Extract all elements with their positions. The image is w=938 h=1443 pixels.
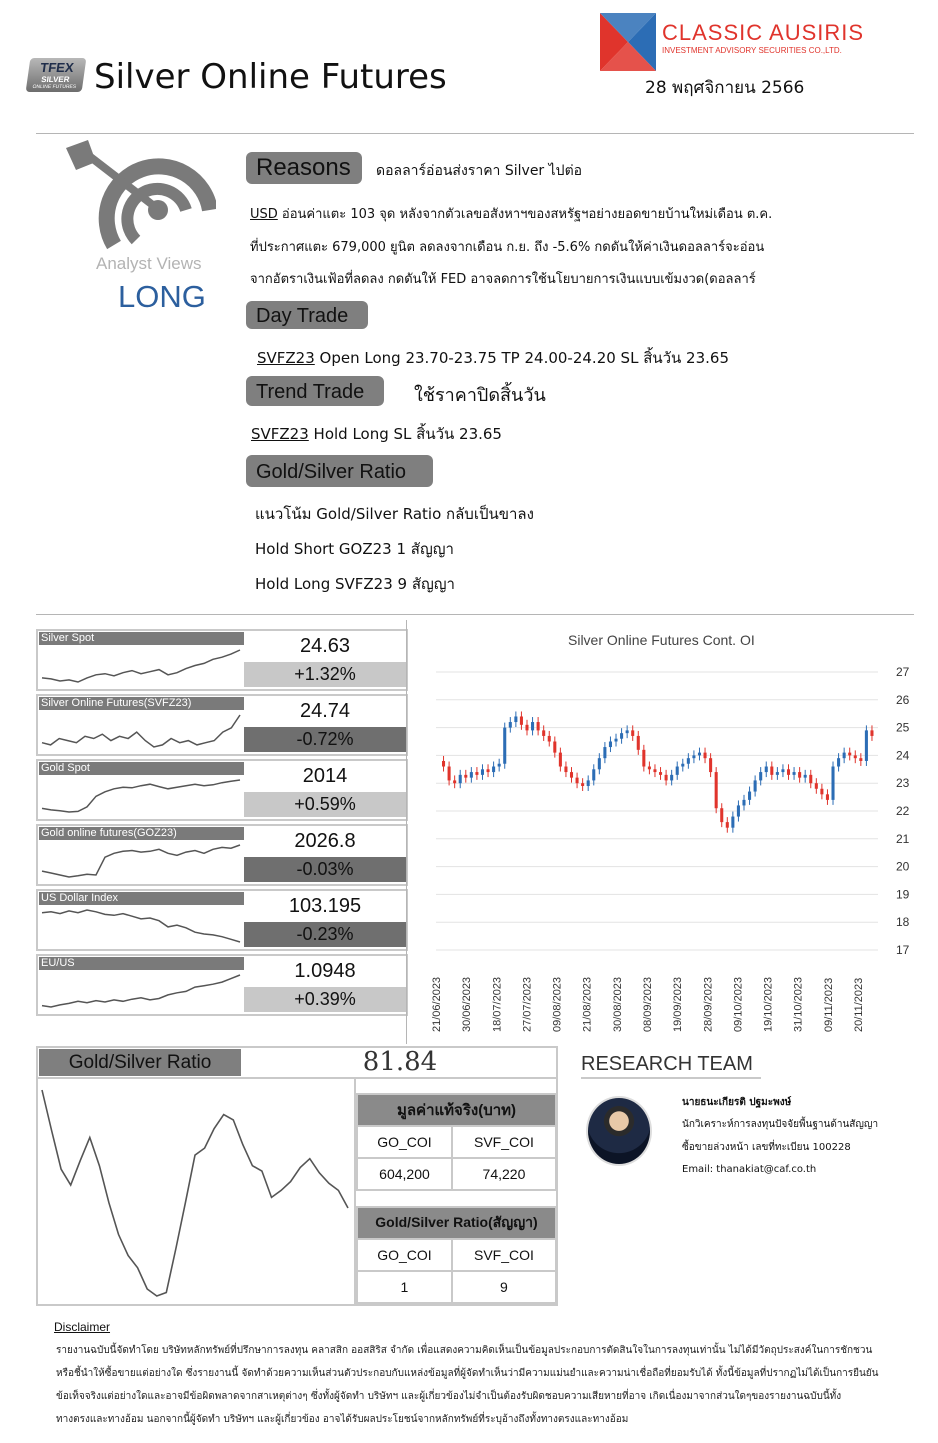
panel-chart-divider: [406, 620, 407, 1044]
candle-body: [659, 772, 662, 775]
y-tick-label: 18: [896, 915, 910, 930]
candle-body: [459, 775, 462, 783]
candle-body: [587, 780, 590, 786]
market-label: Silver Spot: [39, 632, 244, 645]
disclaimer-heading: Disclaimer: [54, 1320, 111, 1334]
ratio-line2: Hold Short GOZ23 1 สัญญา: [255, 540, 454, 558]
analyst-stance: LONG: [118, 279, 206, 314]
x-tick-label: 09/11/2023: [822, 977, 835, 1032]
day-trade-heading: Day Trade: [246, 301, 368, 329]
sparkline-path: [42, 845, 240, 877]
market-change: -0.03%: [244, 857, 406, 882]
candle-body: [681, 764, 684, 767]
fair-value-col-go: GO_COI: [357, 1126, 452, 1158]
sparkline-path: [42, 910, 240, 942]
candle-body: [709, 758, 712, 772]
y-tick-label: 21: [896, 831, 910, 846]
reasons-body-line1: [250, 203, 772, 224]
market-sparkline: [40, 645, 242, 687]
sparkline-path: [42, 975, 240, 1007]
candle-body: [542, 730, 545, 736]
header-divider: [36, 133, 914, 134]
market-value: 24.74: [299, 700, 351, 722]
candle-body: [704, 753, 707, 759]
market-sparkline: [40, 905, 242, 947]
ratio-series-line: [42, 1090, 348, 1296]
trend-trade-symbol[interactable]: SVFZ23: [251, 425, 309, 443]
fair-value-svf: 74,220: [452, 1158, 556, 1190]
candle-body: [793, 772, 796, 775]
fair-value-col-svf: SVF_COI: [452, 1126, 556, 1158]
market-label: EU/US: [39, 957, 244, 970]
ratio-value: 81.84: [362, 1047, 438, 1077]
ratio-line-chart: [40, 1082, 352, 1304]
tfex-logo-line2: SILVER: [40, 75, 71, 84]
candle-body: [609, 742, 612, 748]
tfex-logo-line3: ONLINE FUTURES: [32, 84, 77, 90]
ratio-label: Gold/Silver Ratio: [39, 1049, 241, 1076]
trend-trade-line: [251, 422, 502, 446]
analyst-license: ซื้อขายล่วงหน้า เลขที่ทะเบียน 100228: [682, 1142, 851, 1153]
y-tick-label: 26: [896, 692, 910, 707]
market-change: -0.72%: [244, 727, 406, 752]
candle-body: [798, 772, 801, 778]
analyst-views-label: Analyst Views: [96, 254, 202, 273]
ratio-contracts-col-go: GO_COI: [357, 1239, 452, 1271]
market-panel: [36, 889, 408, 951]
market-sparkline: [40, 710, 242, 752]
candle-body: [726, 822, 729, 828]
sparkline-path: [42, 715, 240, 747]
sparkline-path: [42, 650, 240, 682]
candle-body: [776, 772, 779, 775]
candle-body: [653, 769, 656, 772]
candle-body: [781, 769, 784, 772]
fair-value-table: [356, 1093, 557, 1191]
ratio-contracts-col-svf: SVF_COI: [452, 1239, 556, 1271]
market-panel: [36, 759, 408, 821]
candle-body: [598, 758, 601, 769]
y-tick-label: 24: [896, 748, 910, 763]
oi-candlestick-chart: [410, 650, 915, 1040]
trend-trade-text: Hold Long SL สิ้นวัน 23.65: [308, 425, 502, 443]
market-label: Gold online futures(GOZ23): [39, 827, 244, 840]
day-trade-text: Open Long 23.70-23.75 TP 24.00-24.20 SL สิ้นวัน 23.65: [314, 349, 729, 367]
x-tick-label: 19/09/2023: [672, 976, 685, 1032]
candle-body: [865, 730, 868, 761]
candle-body: [642, 750, 645, 767]
section-divider: [36, 614, 914, 615]
candle-body: [648, 767, 651, 770]
reasons-headline: ดอลลาร์อ่อนส่งราคา Silver ไปต่อ: [376, 163, 583, 179]
ratio-contracts-table: [356, 1206, 557, 1304]
analyst-email[interactable]: Email: thanakiat@caf.co.th: [682, 1164, 817, 1175]
ratio-contracts-heading: Gold/Silver Ratio(สัญญา): [357, 1207, 556, 1239]
candle-body: [592, 769, 595, 780]
page-title: Silver Online Futures: [94, 57, 447, 97]
report-date: 28 พฤศจิกายน 2566: [645, 78, 805, 98]
x-tick-label: 28/09/2023: [702, 976, 715, 1032]
candle-body: [820, 789, 823, 795]
market-label: Gold Spot: [39, 762, 244, 775]
x-tick-label: 31/10/2023: [792, 976, 805, 1032]
reasons-body-line3: จากอัตราเงินเฟ้อที่ลดลง กดดันให้ FED อาจลดการใช้นโยบายการเงินแบบเข้มงวด(ดอลลาร์: [250, 272, 756, 287]
candle-body: [620, 733, 623, 739]
research-team-heading: RESEARCH TEAM: [581, 1051, 761, 1079]
fair-value-go: 604,200: [357, 1158, 452, 1190]
disclaimer-line1: รายงานฉบับนี้จัดทำโดย บริษัทหลักทรัพย์ที่ปรึกษาการลงทุน คลาสสิก ออสสิริส จำกัด เพื่อแสดงความคิดเห็นเป็นข้อมูลประกอบการตัดสินใจในการลงทุนเท่านั้น ไม่ได้มีวัตถุประสงค์ในการชักชวน: [56, 1345, 873, 1356]
candle-body: [748, 792, 751, 800]
candle-body: [826, 794, 829, 800]
avatar: [586, 1096, 652, 1166]
x-tick-label: 27/07/2023: [521, 976, 534, 1032]
candle-body: [737, 805, 740, 816]
candle-body: [487, 769, 490, 772]
y-tick-label: 19: [896, 887, 910, 902]
market-panel: [36, 824, 408, 886]
y-tick-label: 23: [896, 776, 910, 791]
y-tick-label: 25: [896, 720, 910, 735]
market-panel: [36, 954, 408, 1016]
x-tick-label: 08/09/2023: [642, 976, 654, 1032]
candle-body: [509, 722, 512, 728]
candle-body: [492, 767, 495, 773]
candle-body: [626, 730, 629, 733]
disclaimer-line3: ข้อเท็จจริงแต่อย่างใดและอาจมีข้อผิดพลาดจากสาเหตุต่างๆ ซึ่งทั้งผู้จัดทำ บริษัทฯ และผู้เกี่ยวข้องไม่จำเป็นต้องรับผิดชอบความเสียหายที่อาจ เกิดเนื่องมาจากส่วนใดๆของรายงานฉบับนี้ทั้ง: [56, 1391, 842, 1402]
market-value: 24.63: [299, 635, 351, 657]
candle-body: [843, 753, 846, 759]
candle-body: [481, 769, 484, 775]
candle-body: [759, 772, 762, 780]
candle-body: [559, 753, 562, 767]
ratio-section-heading: Gold/Silver Ratio: [246, 455, 433, 487]
candle-body: [870, 730, 873, 736]
y-tick-label: 22: [896, 804, 910, 818]
ratio-line1: แนวโน้ม Gold/Silver Ratio กลับเป็นขาลง: [255, 505, 534, 523]
market-sparkline: [40, 775, 242, 817]
candle-body: [692, 755, 695, 758]
analyst-name: นายธนะเกียรติ ปฐมะพงษ์: [682, 1097, 792, 1108]
candle-body: [854, 755, 857, 758]
candle-body: [453, 780, 456, 783]
market-change: +0.39%: [244, 987, 406, 1012]
candle-body: [603, 747, 606, 758]
tfex-silver-logo: [26, 58, 87, 92]
ratio-contracts-go: 1: [357, 1271, 452, 1303]
fair-value-heading: มูลค่าแท้จริง(บาท): [357, 1094, 556, 1126]
x-tick-label: 19/10/2023: [762, 976, 775, 1032]
target-dart-icon: [66, 140, 216, 250]
x-tick-label: 18/07/2023: [491, 976, 504, 1032]
market-sparkline: [40, 840, 242, 882]
disclaimer-line4: ทางตรงและทางอ้อม นอกจากนี้ผู้จัดทำ บริษัทฯ และผู้เกี่ยวข้อง อาจได้รับผลประโยชน์จากหลักทรัพย์ที่ระบุอ้างถึงทั้งทางตรงและทางอ้อม: [56, 1414, 629, 1425]
x-tick-label: 09/08/2023: [551, 976, 564, 1032]
candle-body: [831, 767, 834, 800]
reasons-body-line2: ที่ประกาศแตะ 679,000 ยูนิต ลดลงจากเดือน ก.ย. ถึง -5.6% กดดันให้ค่าเงินดอลลาร์จะอ่อน: [250, 240, 765, 255]
candle-body: [503, 728, 506, 764]
candle-body: [804, 775, 807, 778]
disclaimer-line2: หรือชี้นำให้ซื้อขายแต่อย่างใด ซึ่งรายงานนี้ จัดทำด้วยความเห็นส่วนตัวประกอบกับแหล่งข้อมูลที่ผู้จัดทำเห็นว่ามีความแม่นยำและความน่าเชื่อถือที่ยอมรับได้ ทั้งนี้ข้อมูลที่ปรากฏไม่ได้เป็นการยืนยัน: [56, 1368, 879, 1379]
market-value: 2026.8: [294, 830, 356, 852]
candle-body: [637, 736, 640, 750]
day-trade-line: [257, 346, 729, 370]
candle-body: [720, 808, 723, 822]
market-change: +1.32%: [244, 662, 406, 687]
market-change: -0.23%: [244, 922, 406, 947]
candle-body: [809, 775, 812, 783]
x-tick-label: 20/11/2023: [853, 977, 865, 1032]
candle-body: [553, 742, 556, 753]
trend-trade-note: ใช้ราคาปิดสิ้นวัน: [414, 385, 546, 406]
x-tick-label: 21/06/2023: [431, 976, 443, 1032]
y-tick-label: 17: [896, 943, 910, 957]
sparkline-path: [42, 780, 240, 812]
candle-body: [470, 772, 473, 778]
tfex-logo-line1: TFEX: [39, 60, 75, 75]
candle-body: [742, 800, 745, 806]
y-tick-label: 27: [896, 665, 910, 679]
candle-body: [548, 736, 551, 742]
market-value: 103.195: [288, 895, 362, 917]
candle-body: [698, 753, 701, 756]
candle-body: [537, 722, 540, 730]
candle-body: [837, 758, 840, 766]
candle-body: [765, 767, 768, 773]
candle-body: [670, 775, 673, 781]
market-sparkline: [40, 970, 242, 1012]
candle-body: [715, 772, 718, 808]
classic-ausiris-logo-icon: [600, 13, 656, 71]
candle-body: [464, 775, 467, 778]
market-value: 1.0948: [294, 960, 356, 982]
candle-body: [570, 772, 573, 778]
candle-body: [564, 767, 567, 773]
candle-body: [859, 758, 862, 761]
candle-body: [498, 764, 501, 767]
candle-body: [614, 739, 617, 742]
candle-body: [475, 772, 478, 775]
candle-body: [676, 767, 679, 775]
x-tick-label: 30/08/2023: [611, 976, 624, 1032]
candle-body: [848, 753, 851, 756]
candle-body: [531, 722, 534, 730]
chart-title: Silver Online Futures Cont. OI: [568, 632, 755, 648]
x-tick-label: 30/06/2023: [461, 976, 474, 1032]
y-tick-label: 20: [896, 859, 910, 874]
candle-body: [520, 716, 523, 724]
ratio-contracts-svf: 9: [452, 1271, 556, 1303]
x-tick-label: 21/08/2023: [581, 976, 594, 1032]
candle-body: [448, 767, 451, 781]
market-change: +0.59%: [244, 792, 406, 817]
x-tick-label: 09/10/2023: [732, 976, 745, 1032]
reasons-body-text1: อ่อนค่าแตะ 103 จุด หลังจากตัวเลขอสังหาฯของสหรัฐฯอย่างยอดขายบ้านใหม่เดือน ต.ค.: [277, 207, 773, 222]
day-trade-symbol[interactable]: SVFZ23: [257, 349, 315, 367]
trend-trade-heading: Trend Trade: [246, 376, 384, 406]
usd-link[interactable]: USD: [250, 207, 278, 222]
ratio-line3: Hold Long SVFZ23 9 สัญญา: [255, 575, 455, 593]
candle-body: [525, 725, 528, 731]
reasons-heading: Reasons: [246, 152, 362, 184]
candle-body: [770, 767, 773, 775]
company-name: CLASSIC AUSIRIS: [662, 20, 865, 45]
market-panel: [36, 694, 408, 756]
market-value: 2014: [302, 765, 348, 787]
market-panel: [36, 629, 408, 691]
candle-body: [687, 758, 690, 764]
candle-body: [787, 769, 790, 775]
candle-body: [631, 730, 634, 736]
candle-body: [576, 778, 579, 784]
candle-body: [754, 780, 757, 791]
company-subtitle: INVESTMENT ADVISORY SECURITIES CO.,LTD.: [662, 46, 842, 55]
market-label: US Dollar Index: [39, 892, 244, 905]
market-label: Silver Online Futures(SVFZ23): [39, 697, 244, 710]
candle-body: [815, 783, 818, 789]
candle-body: [731, 817, 734, 828]
candle-body: [442, 761, 445, 767]
candle-body: [514, 716, 517, 722]
candle-body: [665, 775, 668, 781]
candle-body: [581, 783, 584, 786]
ratio-inner-divider: [38, 1077, 556, 1079]
analyst-role: นักวิเคราะห์การลงทุนปัจจัยพื้นฐานด้านสัญญา: [682, 1119, 879, 1130]
